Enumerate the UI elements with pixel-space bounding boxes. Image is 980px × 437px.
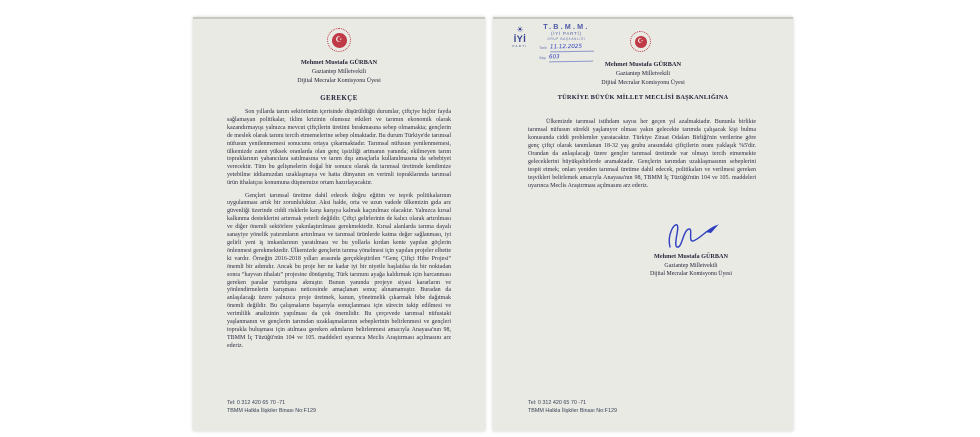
tbmm-seal: [630, 31, 651, 52]
letterhead: [493, 60, 793, 88]
footer-address: TBMM Halkla İlişkiler Binası No:F129: [528, 407, 617, 414]
stamp-number-value: 603: [549, 53, 593, 61]
stamp-date-row: [539, 44, 594, 52]
body-paragraph: Gençleri tarımsal üretime dahil edecek doğru eğitim ve teşvik politikalarının uygulanması artık bir zorunluluktur. Aksi halde, orta ve uzun vadede ülkemizin gıda arz güvenliği üzerinde ciddi risklerle karşı karşıya kalmak kaçınılmaz olacaktır. Yalnızca kırsal kalkınma desteklerini artırmak yeterli değildir. Çiftçi gelirlerinin de kalıcı olarak artırılması ve diğer önemli sektörlere yakınlaştırılması gerekmektedir. Kırsal alanlarda tarıma dayalı sanayiye yönelik yatırımların artırılması ve tarımsal ürünlerde katma değer sağlanması, iyi gelirli yeni iş imkanlarının yaratılması ve bu yollarla kırdan kente yapılan göçlerin önlenmesi gerekmektedir. Ülkemizde gençlerin tarıma yönelmesi için yapılan projeler elbette ki vardır. Örneğin 2016-2018 yılları arasında gerçekleştirilen “Genç Çiftçi Hibe Projesi” önemli bir adımdır. Ancak bu proje her ne kadar iyi bir niyetle başlatılsa da bir noktadan sonra “hayvan ithalatı” projesine dönüşmüş; Türk tarımını ayağa kaldırmak için harcanması gereken paralar yurtdışına akmıştır. Bunun yanında projeye siyasi kararların ve yönlendirmelerin karışması neticesinde amaçlanan sonuç alınamamıştır. Buradan da anlaşılacağı üzere yalnızca proje üretmek, kanun, yönetmelik çıkarmak hibe dağıtmak önemli değildir. Bu çalışmaların başarıyla sonuçlanması için sürecin takip edilmesi ve verimlilik analizinin yapılması da çok önemlidir. Bu çerçevede tarımsal nüfustaki yaşlanmanın ve gençlerin tarımdan uzaklaşmalarının sebeplerinin belirlenmesi ve gençleri toprakla buluşması için atılması gereken adımların belirlenmesi amacıyla Anayasa'nın 98, TBMM İç Tüzüğü'nün 104 ve 105. maddeleri uyarınca Meclis Araştırması açılmasını arz ederiz.: [227, 192, 451, 349]
document-page-onerge: [493, 17, 793, 431]
author-name: Mehmet Mustafa GÜRBAN: [604, 61, 682, 68]
signatory-name: Mehmet Mustafa GÜRBAN: [654, 253, 728, 260]
page-footer: [227, 400, 316, 415]
stamp-date-value: 11.12.2025: [550, 43, 594, 51]
star-crescent-icon: ☪: [635, 36, 647, 48]
tbmm-seal: [327, 28, 351, 52]
body-paragraph: Ülkemizde tarımsal istihdam sayısı her geçen yıl azalmaktadır. Bununla birlikte tarımsal nüfusun sürekli yaşlanıyor olması yakın gelecekte tarımda çalışacak kişi bulma konusunda ciddi problemler yaratacaktır. Türkiye Ziraat Odaları Birliği'nin verilerine göre genç çiftçi olarak tanımlanan 18-32 yaş grubu arasındaki çiftçilerin oranı yaklaşık %5'dir. Orandan da anlaşılacağı üzere gençler tarımsal üretimde var olmayı tercih etmemekte geleceklerini büyükşehirlerde aramaktadır. Gençlerin tarımdan uzaklaşmasının sebeplerini tespit etmek; onları yeniden tarımsal üretime dahil edecek, politikaları ve verilmesi gereken teşvikleri belirlemek amacıyla Anayasa'nın 98, TBMM İç Tüzüğü'nün 104 ve 105. maddeleri uyarınca Meclis Araştırması açılmasını arz ederiz.: [528, 119, 756, 189]
stamp-org: T.B.M.M.: [543, 22, 590, 31]
iyi-party-logo: [508, 23, 532, 48]
signatory-committee: Dijital Mecralar Komisyonu Üyesi: [650, 271, 732, 278]
author-committee: Dijital Mecralar Komisyonu Üyesi: [297, 77, 381, 84]
author-name: Mehmet Mustafa GÜRBAN: [300, 59, 378, 66]
signatory-role: Gaziantep Milletvekili: [664, 262, 718, 269]
document-body: [227, 109, 451, 355]
author-role: Gaziantep Milletvekili: [615, 70, 671, 77]
group-stamp: [508, 23, 594, 61]
body-paragraph: Son yıllarda tarım sektörünün içerisinde düşürüldüğü durumlar, çiftçiye hiçbir fayda sağlamayan politikalar, iklim krizinin olumsuz etkileri ve tarımın ekonomik olarak kazandırmayışı yalnızca mevcut çiftçilerin üretimi bırakmasına sebep olmamakta; gençlerin de meslek olarak tarımı tercih etmemelerine sebep olmaktadır. Bu durum Türkiye'de tarımsal nüfusun yenilenmemesi sonucunu ortaya çıkarmaktadır. Tarımsal nüfusun yenilenmemesi, ülkemizde zaten yüksek oranlarda olan genç işsizliği artmanın yanında; ekilmeyen tarım topraklarının yabancılara satılmasına ve tarım dışı amaçlarla kullanılmasına da sebebiyet verecektir. Tüm bu gelişmelerin doğal bir sonucu olarak da tarımsal üretimde kendimize yetebilme iddiamızdan uzaklaşmaya ve hatta dünyanın en verimli topraklarında tarımsal ürün ithalatçısı konumuna düşmemize ortam hazırlayacaktır.: [227, 109, 451, 187]
stamp-text: [539, 23, 594, 61]
footer-tel: Tel: 0 312 420 65 70 -71: [227, 400, 286, 406]
document-body: [528, 118, 756, 195]
stamp-party: (İYİ PARTİ): [550, 31, 582, 36]
stamp-number-label: Sayı: [539, 56, 547, 60]
author-role: Gaziantep Milletvekili: [311, 68, 367, 75]
signature-block: [606, 253, 776, 279]
letterhead: [193, 58, 485, 86]
sun-icon: ☀: [516, 25, 524, 34]
party-logo-subtext: PARTİ: [512, 44, 528, 48]
footer-address: TBMM Halkla İlişkiler Binası No:F129: [227, 407, 316, 414]
author-committee: Dijital Mecralar Komisyonu Üyesi: [601, 79, 685, 86]
party-logo-text: İYİ: [513, 34, 527, 44]
handwritten-signature: [661, 219, 723, 255]
stamp-date-label: Tarih: [539, 46, 547, 50]
section-heading: GEREKÇE: [320, 95, 358, 102]
stamp-office: GRUP BAŞKANLIĞI: [547, 36, 586, 41]
document-page-gerekce: [193, 17, 485, 431]
footer-tel: Tel: 0 312 420 65 70 -71: [528, 400, 587, 406]
star-crescent-icon: ☪: [332, 33, 347, 48]
page-footer: [528, 400, 617, 415]
document-title: TÜRKİYE BÜYÜK MİLLET MECLİSİ BAŞKANLIĞINA: [557, 94, 729, 101]
